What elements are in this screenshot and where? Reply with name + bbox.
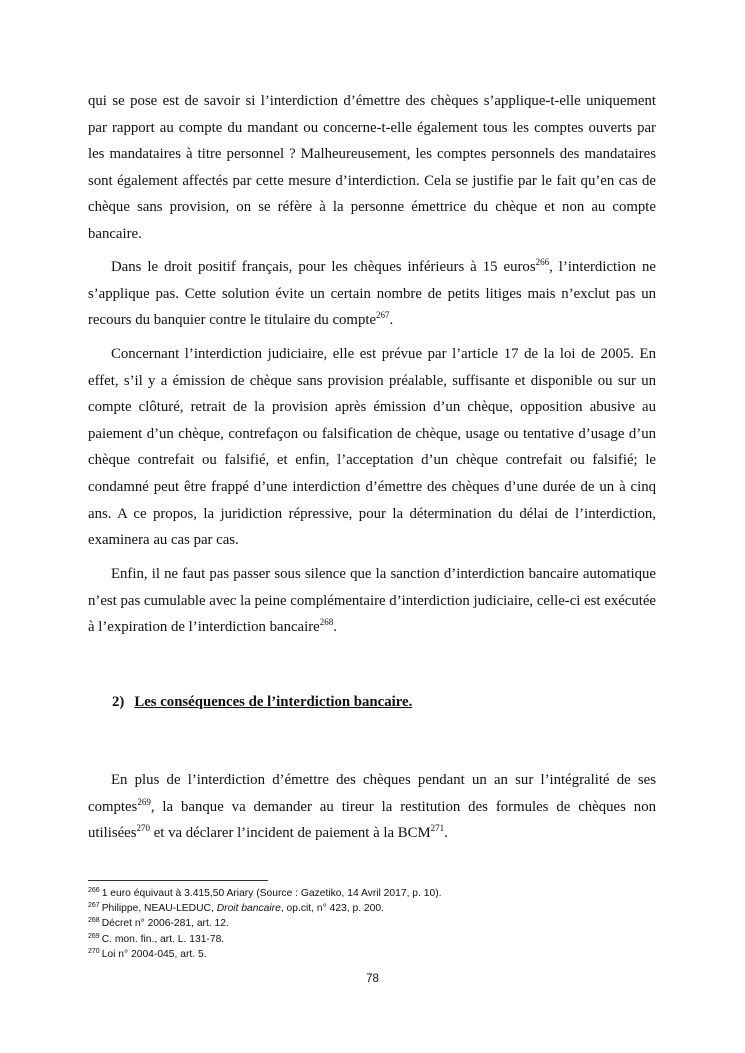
footnote-268	[88, 916, 668, 931]
footnote-269	[88, 932, 668, 947]
paragraph-2-text-c: .	[389, 312, 394, 329]
footnote-text: , op.cit, n° 423, p. 200.	[280, 903, 384, 915]
page-number: 78	[366, 973, 379, 985]
paragraph-3-text: Concernant l’interdiction judiciaire, elle est prévue par l’article 17 de la loi de 2005. En effet, s’il y a émission de chèque sans provision préalable, suffisante et disponible ou sur un compte clôturé, retrait de la provision après émission d’un chèque, opposition abusive au paiement d’un chèque, contrefaçon ou falsification de chèque, usage ou tentative d’usage d’un chèque contrefait ou falsifié, et enfin, l’acceptation d’un chèque contrefait ou falsifié; le condamné peut être frappé d’une interdiction d’émettre des chèques d’une durée de un à cinq ans. A ce propos, la juridiction répressive, pour la détermination du délai de l’interdiction, examinera au cas par cas.	[88, 346, 656, 549]
paragraph-5-text-c: et va déclarer l’incident de paiement à la BCM	[150, 825, 431, 842]
footnote-number: 266	[88, 887, 100, 894]
footnote-267	[88, 901, 668, 916]
footnote-separator	[88, 880, 268, 881]
paragraph-1	[88, 88, 656, 248]
section-heading-number: 2)	[112, 694, 125, 710]
footnote-266	[88, 886, 668, 901]
footnote-text: Loi n° 2004-045, art. 5.	[101, 948, 207, 960]
paragraph-5-text-a: En plus de l’interdiction d’émettre des chèques pendant un an sur l’intégralité de ses comptes	[88, 772, 656, 815]
footnote-text: C. mon. fin., art. L. 131-78.	[101, 933, 225, 945]
section-heading	[112, 689, 412, 715]
footnote-number: 267	[88, 902, 100, 910]
footnote-text: Décret n° 2006-281, art. 12.	[101, 918, 229, 930]
paragraph-2-text-a: Dans le droit positif français, pour les chèques inférieurs à 15 euros	[111, 259, 536, 275]
section-heading-text: Les conséquences de l’interdiction bancaire.	[134, 694, 413, 710]
footnote-270	[88, 947, 668, 962]
paragraph-3	[88, 341, 656, 554]
paragraph-2-text-b: , l’interdiction ne s’applique pas. Cette solution évite un certain nombre de petits litiges mais n’exclut pas un recours du banquier contre le titulaire du compte	[88, 259, 656, 329]
paragraph-5-text-d: .	[444, 825, 448, 842]
footnote-italic-title: Droit bancaire	[216, 903, 281, 915]
footnote-ref-267: 267	[376, 310, 390, 321]
paragraph-5	[88, 767, 656, 847]
paragraph-2	[88, 254, 656, 334]
footnote-ref-268: 268	[319, 617, 334, 628]
footnote-ref-271: 271	[430, 823, 445, 834]
footnote-ref-270: 270	[136, 823, 150, 834]
paragraph-1-text: qui se pose est de savoir si l’interdiction d’émettre des chèques s’applique-t-elle uniquement par rapport au compte du mandant ou concerne-t-elle également tous les comptes ouverts par les mandataires à titre personnel ? Malheureusement, les comptes personnels des mandataires sont également affectés par cette mesure d’interdiction. Cela se justifie par le fait qu’en cas de chèque sans provision, on se réfère à la personne émettrice du chèque et non au compte bancaire.	[88, 93, 656, 242]
footnotes	[88, 886, 668, 962]
paragraph-5-text-b: , la banque va demander au tireur la restitution des formules de chèques non utilisées	[88, 798, 656, 842]
footnote-text: Philippe, NEAU-LEDUC,	[101, 903, 217, 915]
footnote-number: 269	[88, 932, 100, 940]
paragraph-4-text-a: Enfin, il ne faut pas passer sous silence que la sanction d’interdiction bancaire automatique n’est pas cumulable avec la peine complémentaire d’interdiction judiciaire, celle-ci est exécutée à l’expiration de l’interdiction bancaire	[88, 566, 656, 636]
footnote-number: 268	[88, 917, 100, 925]
footnote-text: 1 euro équivaut à 3.415,50 Ariary (Source : Gazetiko, 14 Avril 2017, p. 10).	[101, 888, 442, 899]
footnote-ref-269: 269	[137, 796, 151, 807]
footnote-ref-266: 266	[535, 257, 550, 267]
paragraph-4	[88, 561, 656, 641]
paragraph-4-text-b: .	[333, 619, 337, 636]
footnote-number: 270	[88, 947, 100, 955]
